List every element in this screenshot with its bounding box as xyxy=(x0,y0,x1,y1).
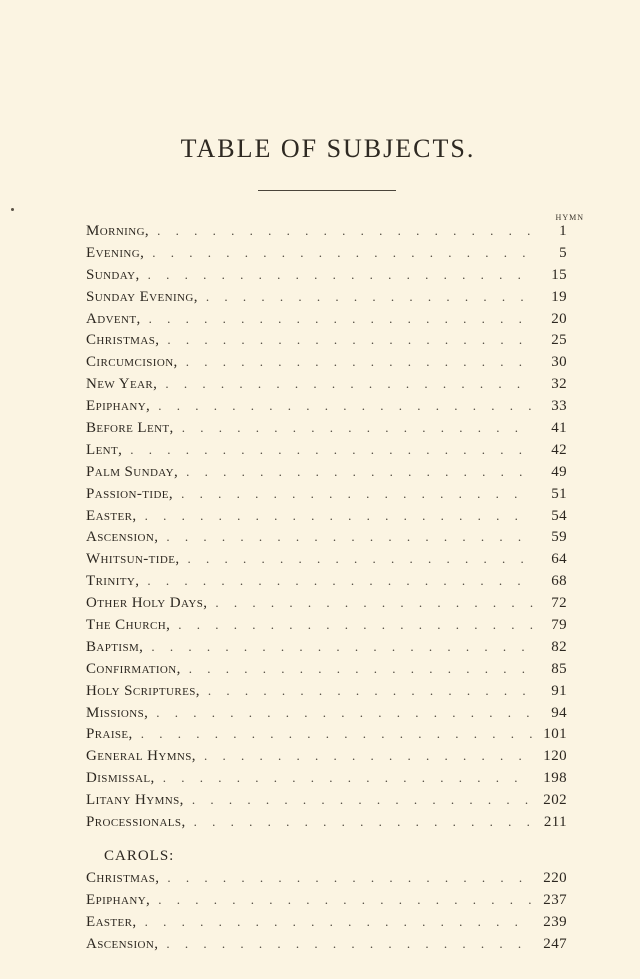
hymn-number: 247 xyxy=(543,935,567,952)
hymn-number: 54 xyxy=(551,507,567,524)
list-item xyxy=(86,311,567,333)
hymn-number: 41 xyxy=(551,420,567,437)
list-item xyxy=(86,814,567,836)
dot-leader xyxy=(158,936,533,952)
dot-leader xyxy=(159,870,533,886)
list-item xyxy=(86,683,567,705)
hymn-number: 15 xyxy=(551,266,567,283)
subject-name: Litany Hymns, xyxy=(86,792,184,809)
dot-leader xyxy=(141,311,533,327)
list-item xyxy=(86,267,567,289)
list-item xyxy=(86,870,567,892)
dot-leader xyxy=(186,814,533,830)
list-item xyxy=(86,442,567,464)
list-item xyxy=(86,726,567,748)
subject-name: Epiphany, xyxy=(86,398,151,415)
subject-name: Morning, xyxy=(86,223,150,239)
hymn-number: 20 xyxy=(551,310,567,327)
dot-leader xyxy=(170,617,533,633)
hymn-number: 220 xyxy=(543,870,567,886)
subject-name: New Year, xyxy=(86,376,158,393)
list-item xyxy=(86,551,567,573)
list-item xyxy=(86,289,567,311)
subject-name: Easter, xyxy=(86,507,137,524)
list-item xyxy=(86,705,567,727)
list-item xyxy=(86,245,567,267)
hymn-number: 85 xyxy=(551,660,567,677)
subjects-list xyxy=(86,223,567,836)
dot-leader xyxy=(178,354,533,370)
subject-name: Before Lent, xyxy=(86,420,174,437)
dot-leader xyxy=(196,748,533,764)
print-speck xyxy=(11,208,14,211)
list-item xyxy=(86,892,567,914)
hymn-column-header: HYMN xyxy=(555,213,584,222)
dot-leader xyxy=(150,398,533,414)
hymn-number: 51 xyxy=(551,485,567,502)
dot-leader xyxy=(159,332,533,348)
dot-leader xyxy=(173,486,533,502)
dot-leader xyxy=(140,267,533,283)
list-item xyxy=(86,508,567,530)
list-item xyxy=(86,661,567,683)
dot-leader xyxy=(143,639,533,655)
hymn-number: 79 xyxy=(551,617,567,634)
subject-name: Whitsun-tide, xyxy=(86,551,180,568)
subject-name: Sunday, xyxy=(86,266,140,283)
hymn-number: 32 xyxy=(551,376,567,393)
dot-leader xyxy=(155,770,533,786)
dot-leader xyxy=(144,245,533,261)
subject-name: Ascension, xyxy=(86,935,159,952)
page-title: TABLE OF SUBJECTS. xyxy=(180,134,476,163)
subject-name: Processionals, xyxy=(86,814,186,831)
subject-name: Lent, xyxy=(86,441,123,458)
dot-leader xyxy=(137,914,533,930)
list-item xyxy=(86,748,567,770)
list-item xyxy=(86,936,567,958)
subject-name: Palm Sunday, xyxy=(86,463,179,480)
hymn-number: 198 xyxy=(543,770,567,787)
list-item xyxy=(86,332,567,354)
list-item xyxy=(86,792,567,814)
hymn-number: 42 xyxy=(551,441,567,458)
subject-name: General Hymns, xyxy=(86,748,196,765)
subject-name: Missions, xyxy=(86,704,149,721)
subject-name: Christmas, xyxy=(86,332,160,349)
dot-leader xyxy=(198,289,533,305)
list-item xyxy=(86,420,567,442)
hymn-number: 91 xyxy=(551,682,567,699)
list-item xyxy=(86,486,567,508)
hymn-number: 19 xyxy=(551,288,567,305)
subject-name: Easter, xyxy=(86,913,137,930)
dot-leader xyxy=(150,892,533,908)
hymn-number: 94 xyxy=(551,704,567,721)
dot-leader xyxy=(181,661,533,677)
list-item xyxy=(86,529,567,551)
title-rule xyxy=(258,190,396,191)
subject-name: Evening, xyxy=(86,244,145,261)
dot-leader xyxy=(178,464,533,480)
hymn-number: 68 xyxy=(551,573,567,590)
dot-leader xyxy=(207,595,533,611)
hymn-number: 211 xyxy=(543,814,567,831)
subject-name: Circumcision, xyxy=(86,354,178,371)
list-item xyxy=(86,398,567,420)
list-item xyxy=(86,376,567,398)
list-item xyxy=(86,223,567,245)
hymn-number: 30 xyxy=(551,354,567,371)
list-item xyxy=(86,595,567,617)
hymn-number: 120 xyxy=(543,748,567,765)
subject-name: Advent, xyxy=(86,310,141,327)
list-item xyxy=(86,617,567,639)
hymn-number: 82 xyxy=(551,638,567,655)
subject-name: Dismissal, xyxy=(86,770,155,787)
hymn-number: 33 xyxy=(551,398,567,415)
subject-name: Holy Scriptures, xyxy=(86,682,200,699)
subject-name: Epiphany, xyxy=(86,891,151,908)
list-item xyxy=(86,639,567,661)
subject-name: The Church, xyxy=(86,617,171,634)
subject-name: Baptism, xyxy=(86,638,144,655)
hymn-number: 64 xyxy=(551,551,567,568)
subject-name: Passion-tide, xyxy=(86,485,174,502)
dot-leader xyxy=(139,573,533,589)
dot-leader xyxy=(133,726,533,742)
subject-name: Ascension, xyxy=(86,529,159,546)
subject-name: Christmas, xyxy=(86,870,160,886)
hymn-number: 101 xyxy=(543,726,567,743)
hymn-number: 5 xyxy=(559,244,567,261)
subject-name: Praise, xyxy=(86,726,133,743)
hymn-number: 59 xyxy=(551,529,567,546)
carols-heading: CAROLS: xyxy=(104,848,175,864)
hymn-number: 1 xyxy=(559,223,567,239)
hymn-number: 237 xyxy=(543,891,567,908)
hymn-number: 49 xyxy=(551,463,567,480)
list-item xyxy=(86,464,567,486)
dot-leader xyxy=(184,792,533,808)
hymn-number: 239 xyxy=(543,913,567,930)
dot-leader xyxy=(158,529,533,545)
dot-leader xyxy=(137,508,533,524)
subject-name: Confirmation, xyxy=(86,660,181,677)
hymn-number: 25 xyxy=(551,332,567,349)
dot-leader xyxy=(149,223,533,239)
list-item xyxy=(86,770,567,792)
subject-name: Other Holy Days, xyxy=(86,595,208,612)
subject-name: Sunday Evening, xyxy=(86,288,198,305)
dot-leader xyxy=(174,420,533,436)
dot-leader xyxy=(157,376,533,392)
list-item xyxy=(86,573,567,595)
dot-leader xyxy=(122,442,533,458)
dot-leader xyxy=(200,683,533,699)
list-item xyxy=(86,354,567,376)
hymn-number: 72 xyxy=(551,595,567,612)
list-item xyxy=(86,914,567,936)
subject-name: Trinity, xyxy=(86,573,140,590)
dot-leader xyxy=(179,551,533,567)
carols-list xyxy=(86,870,567,958)
hymn-number: 202 xyxy=(543,792,567,809)
dot-leader xyxy=(148,705,533,721)
